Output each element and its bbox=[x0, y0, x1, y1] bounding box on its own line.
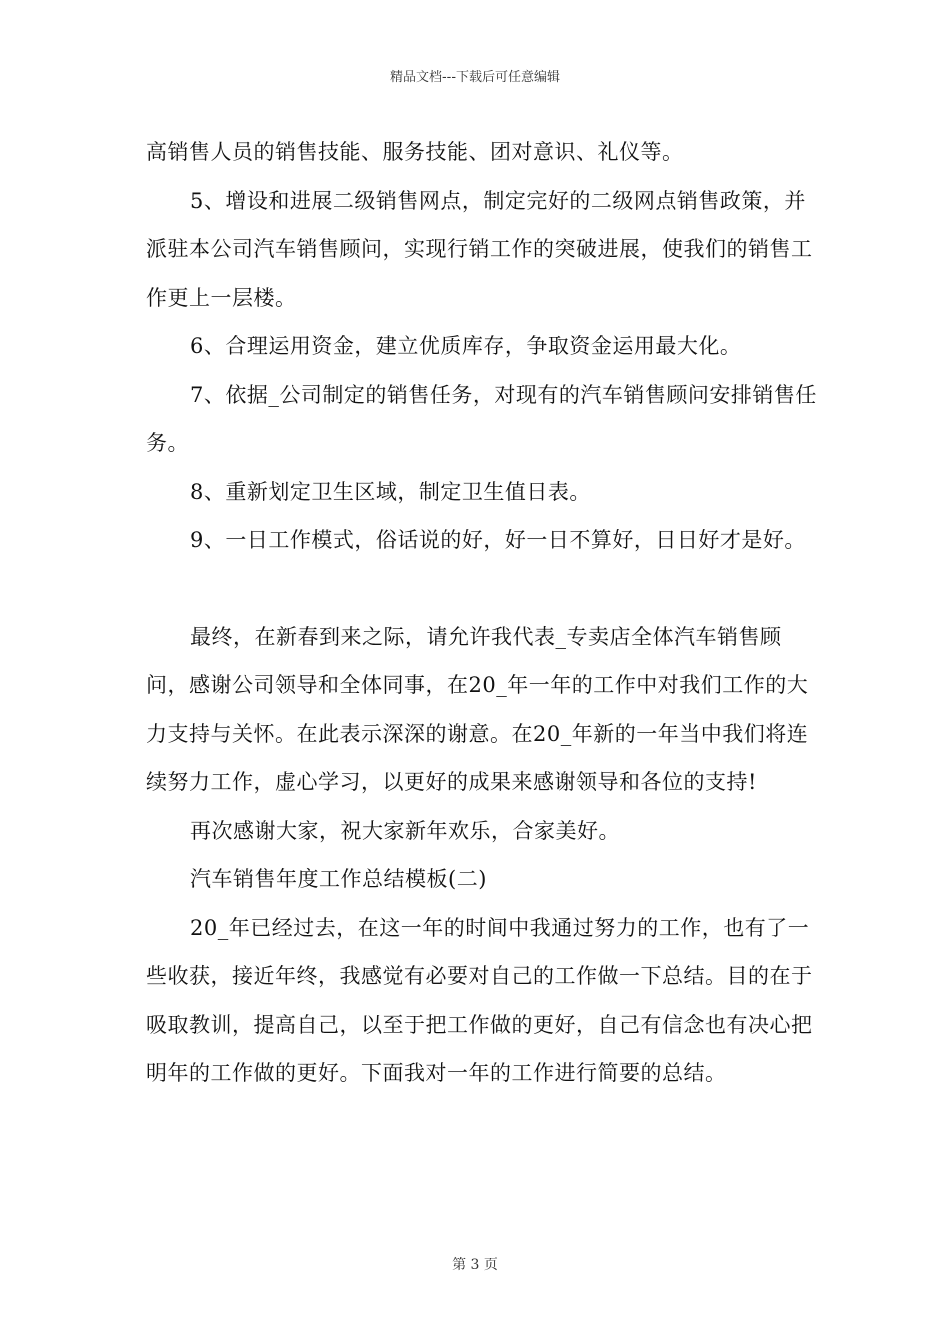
page-footer: 第 3 页 bbox=[452, 1257, 498, 1273]
paragraph-7: 最终，在新春到来之际，请允许我代表_专卖店全体汽车销售顾问，感谢公司领导和全体同事，在20_年一年的工作中对我们工作的大力支持与关怀。在此表示深深的谢意。在20_年新的一年当中我们将连续努力工作，虚心学习，以更好的成果来感谢领导和各位的支持! bbox=[146, 624, 809, 794]
paragraph-2: 5、增设和进展二级销售网点，制定完好的二级网点销售政策，并派驻本公司汽车销售顾问，实现行销工作的突破进展，使我们的销售工作更上一层楼。 bbox=[146, 188, 813, 310]
page-header: 精品文档---下载后可任意编辑 bbox=[389, 70, 561, 85]
paragraph-1: 高销售人员的销售技能、服务技能、团对意识、礼仪等。 bbox=[146, 140, 684, 164]
paragraph-6: 9、一日工作模式，俗话说的好，好一日不算好，日日好才是好。 bbox=[190, 528, 806, 552]
document-body bbox=[146, 128, 818, 1098]
paragraph-5: 8、重新划定卫生区域，制定卫生值日表。 bbox=[190, 479, 591, 504]
paragraph-9: 20_年已经过去，在这一年的时间中我通过努力的工作，也有了一些收获，接近年终，我感觉有必要对自己的工作做一下总结。目的在于吸取教训，提高自己，以至于把工作做的更好，自己有信念也有决心把明年的工作做的更好。下面我对一年的工作进行简要的总结。 bbox=[146, 915, 813, 1085]
section-heading: 汽车销售年度工作总结模板(二) bbox=[190, 867, 487, 891]
paragraph-8: 再次感谢大家，祝大家新年欢乐，合家美好。 bbox=[190, 818, 620, 843]
paragraph-spacer bbox=[146, 565, 818, 613]
paragraph-4: 7、依据_公司制定的销售任务，对现有的汽车销售顾问安排销售任务。 bbox=[146, 382, 817, 455]
paragraph-3: 6、合理运用资金，建立优质库存，争取资金运用最大化。 bbox=[190, 334, 742, 358]
